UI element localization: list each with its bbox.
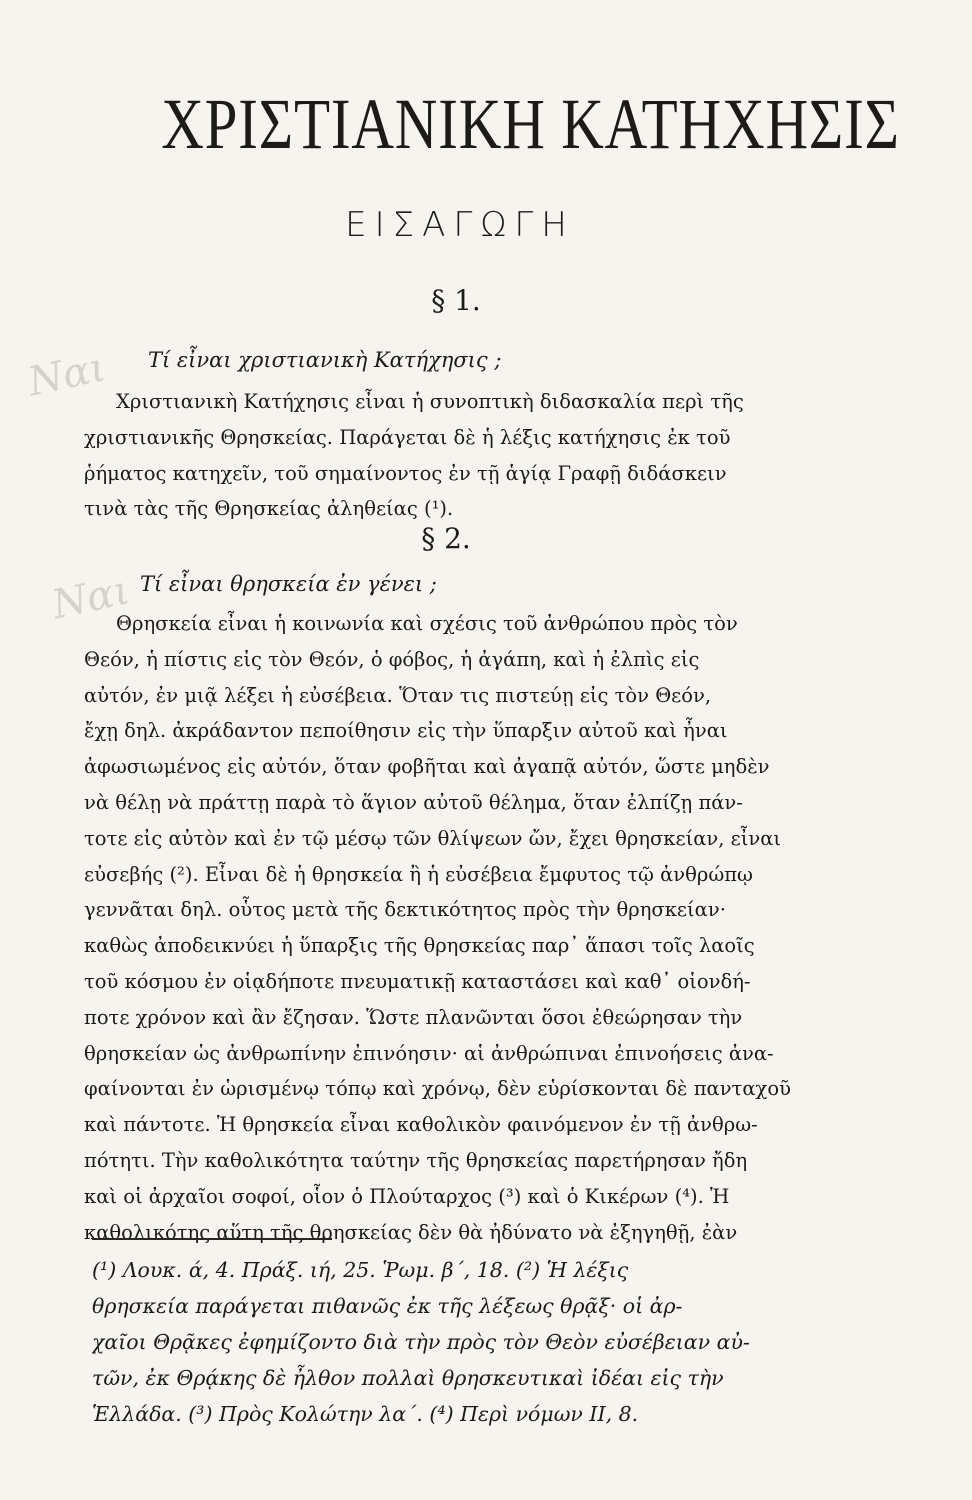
page-title: ΧΡΙΣΤΙΑΝΙΚΗ ΚΑΤΗΧΗΣΙΣ: [161, 84, 900, 164]
text-line: Χριστιανικὴ Κατήχησις εἶναι ἡ συνοπτικὴ διδασκαλία περὶ τῆς: [116, 390, 744, 413]
text-line: ῥήματος κατηχεῖν, τοῦ σημαίνοντος ἐν τῇ ἁγίᾳ Γραφῇ διδάσκειν: [84, 461, 727, 485]
text-line: καὶ πάντοτε. Ἡ θρησκεία εἶναι καθολικὸν φαινόμενον ἐν τῇ ἀνθρω-: [84, 1113, 758, 1137]
footnote-line: τῶν, ἐκ Θρᾴκης δὲ ἦλθον πολλαὶ θρησκευτικαὶ ἰδέαι εἰς τὴν: [92, 1366, 724, 1390]
text-line: θρησκείαν ὡς ἀνθρωπίνην ἐπινόησιν· αἱ ἀνθρώπιναι ἐπινοήσεις ἀνα-: [84, 1041, 774, 1065]
text-line: καθολικότης αὕτη τῆς θρησκείας δὲν θὰ ἠδύνατο νὰ ἐξηγηθῇ, ἐὰν: [84, 1220, 738, 1244]
section-1-body: [84, 384, 804, 527]
footnote-divider: [92, 1238, 332, 1240]
text-line: φαίνονται ἐν ὡρισμένῳ τόπῳ καὶ χρόνῳ, δὲν εὑρίσκονται δὲ πανταχοῦ: [84, 1077, 791, 1101]
footnote-line: χαῖοι Θρᾷκες ἐφημίζοντο διὰ τὴν πρὸς τὸν Θεὸν εὐσέβειαν αὐ-: [92, 1330, 750, 1354]
text-line: ἔχῃ δηλ. ἀκράδαντον πεποίθησιν εἰς τὴν ὕπαρξιν αὐτοῦ καὶ ἦναι: [84, 719, 728, 743]
text-line: τοτε εἰς αὐτὸν καὶ ἐν τῷ μέσῳ τῶν θλίψεων ὤν, ἔχει θρησκείαν, εἶναι: [84, 826, 782, 850]
text-line: τοῦ κόσμου ἐν οἱᾳδήποτε πνευματικῇ καταστάσει καὶ καθ᾿ οἱονδή-: [84, 969, 751, 993]
section-2-mark: § 2.: [421, 522, 471, 555]
text-line: Θρησκεία εἶναι ἡ κοινωνία καὶ σχέσις τοῦ ἀνθρώπου πρὸς τὸν: [116, 612, 738, 635]
text-line: ἀφωσιωμένος εἰς αὐτόν, ὅταν φοβῆται καὶ ἀγαπᾷ αὐτόν, ὥστε μηδὲν: [84, 755, 770, 779]
text-line: καθὼς ἀποδεικνύει ἡ ὕπαρξις τῆς θρησκείας παρ᾿ ἅπασι τοῖς λαοῖς: [84, 934, 755, 958]
text-line: αὐτόν, ἐν μιᾷ λέξει ἡ εὐσέβεια. Ὅταν τις πιστεύῃ εἰς τὸν Θεόν,: [84, 683, 712, 707]
text-line: χριστιανικῆς Θρησκείας. Παράγεται δὲ ἡ λέξις κατήχησις ἐκ τοῦ: [84, 425, 731, 449]
text-line: ποτε χρόνον καὶ ἂν ἔζησαν. Ὥστε πλανῶνται ὅσοι ἐθεώρησαν τὴν: [84, 1005, 743, 1029]
section-2-question: Τί εἶναι θρησκεία ἐν γένει ;: [140, 572, 437, 596]
footnotes: [92, 1252, 792, 1432]
section-1-mark: § 1.: [431, 284, 481, 317]
text-line: γεννᾶται δηλ. οὗτος μετὰ τῆς δεκτικότητος πρὸς τὴν θρησκείαν·: [84, 898, 726, 922]
chapter-subtitle: ΕΙΣΑΓΩΓΗ: [345, 205, 575, 245]
footnote-line: (¹) Λουκ. ά, 4. Πράξ. ιή, 25. Ῥωμ. β΄, 18. (²) Ἡ λέξις: [92, 1258, 629, 1282]
margin-note-2: Ναι: [48, 567, 134, 629]
text-line: τινὰ τὰς τῆς Θρησκείας ἀληθείας (¹).: [84, 497, 454, 521]
text-line: πότητι. Τὴν καθολικότητα ταύτην τῆς θρησκείας παρετήρησαν ἤδη: [84, 1148, 748, 1172]
section-2-body: [84, 606, 804, 1250]
text-line: νὰ θέλῃ νὰ πράττῃ παρὰ τὸ ἅγιον αὐτοῦ θέλημα, ὅταν ἐλπίζῃ πάν-: [84, 790, 743, 814]
text-line: Θεόν, ἡ πίστις εἰς τὸν Θεόν, ὁ φόβος, ἡ ἀγάπη, καὶ ἡ ἐλπὶς εἰς: [84, 647, 700, 671]
section-1-question: Τί εἶναι χριστιανικὴ Κατήχησις ;: [148, 348, 502, 372]
text-line: εὐσεβής (²). Εἶναι δὲ ἡ θρησκεία ἢ ἡ εὐσέβεια ἔμφυτος τῷ ἀνθρώπῳ: [84, 862, 753, 886]
margin-note-1: Ναι: [24, 344, 110, 406]
footnote-line: θρησκεία παράγεται πιθανῶς ἐκ τῆς λέξεως θρᾷξ· οἱ ἀρ-: [92, 1294, 683, 1318]
text-line: καὶ οἱ ἀρχαῖοι σοφοί, οἷον ὁ Πλούταρχος (³) καὶ ὁ Κικέρων (⁴). Ἡ: [84, 1184, 730, 1208]
footnote-line: Ἑλλάδα. (³) Πρὸς Κολώτην λα΄. (⁴) Περὶ νόμων II, 8.: [92, 1402, 639, 1426]
